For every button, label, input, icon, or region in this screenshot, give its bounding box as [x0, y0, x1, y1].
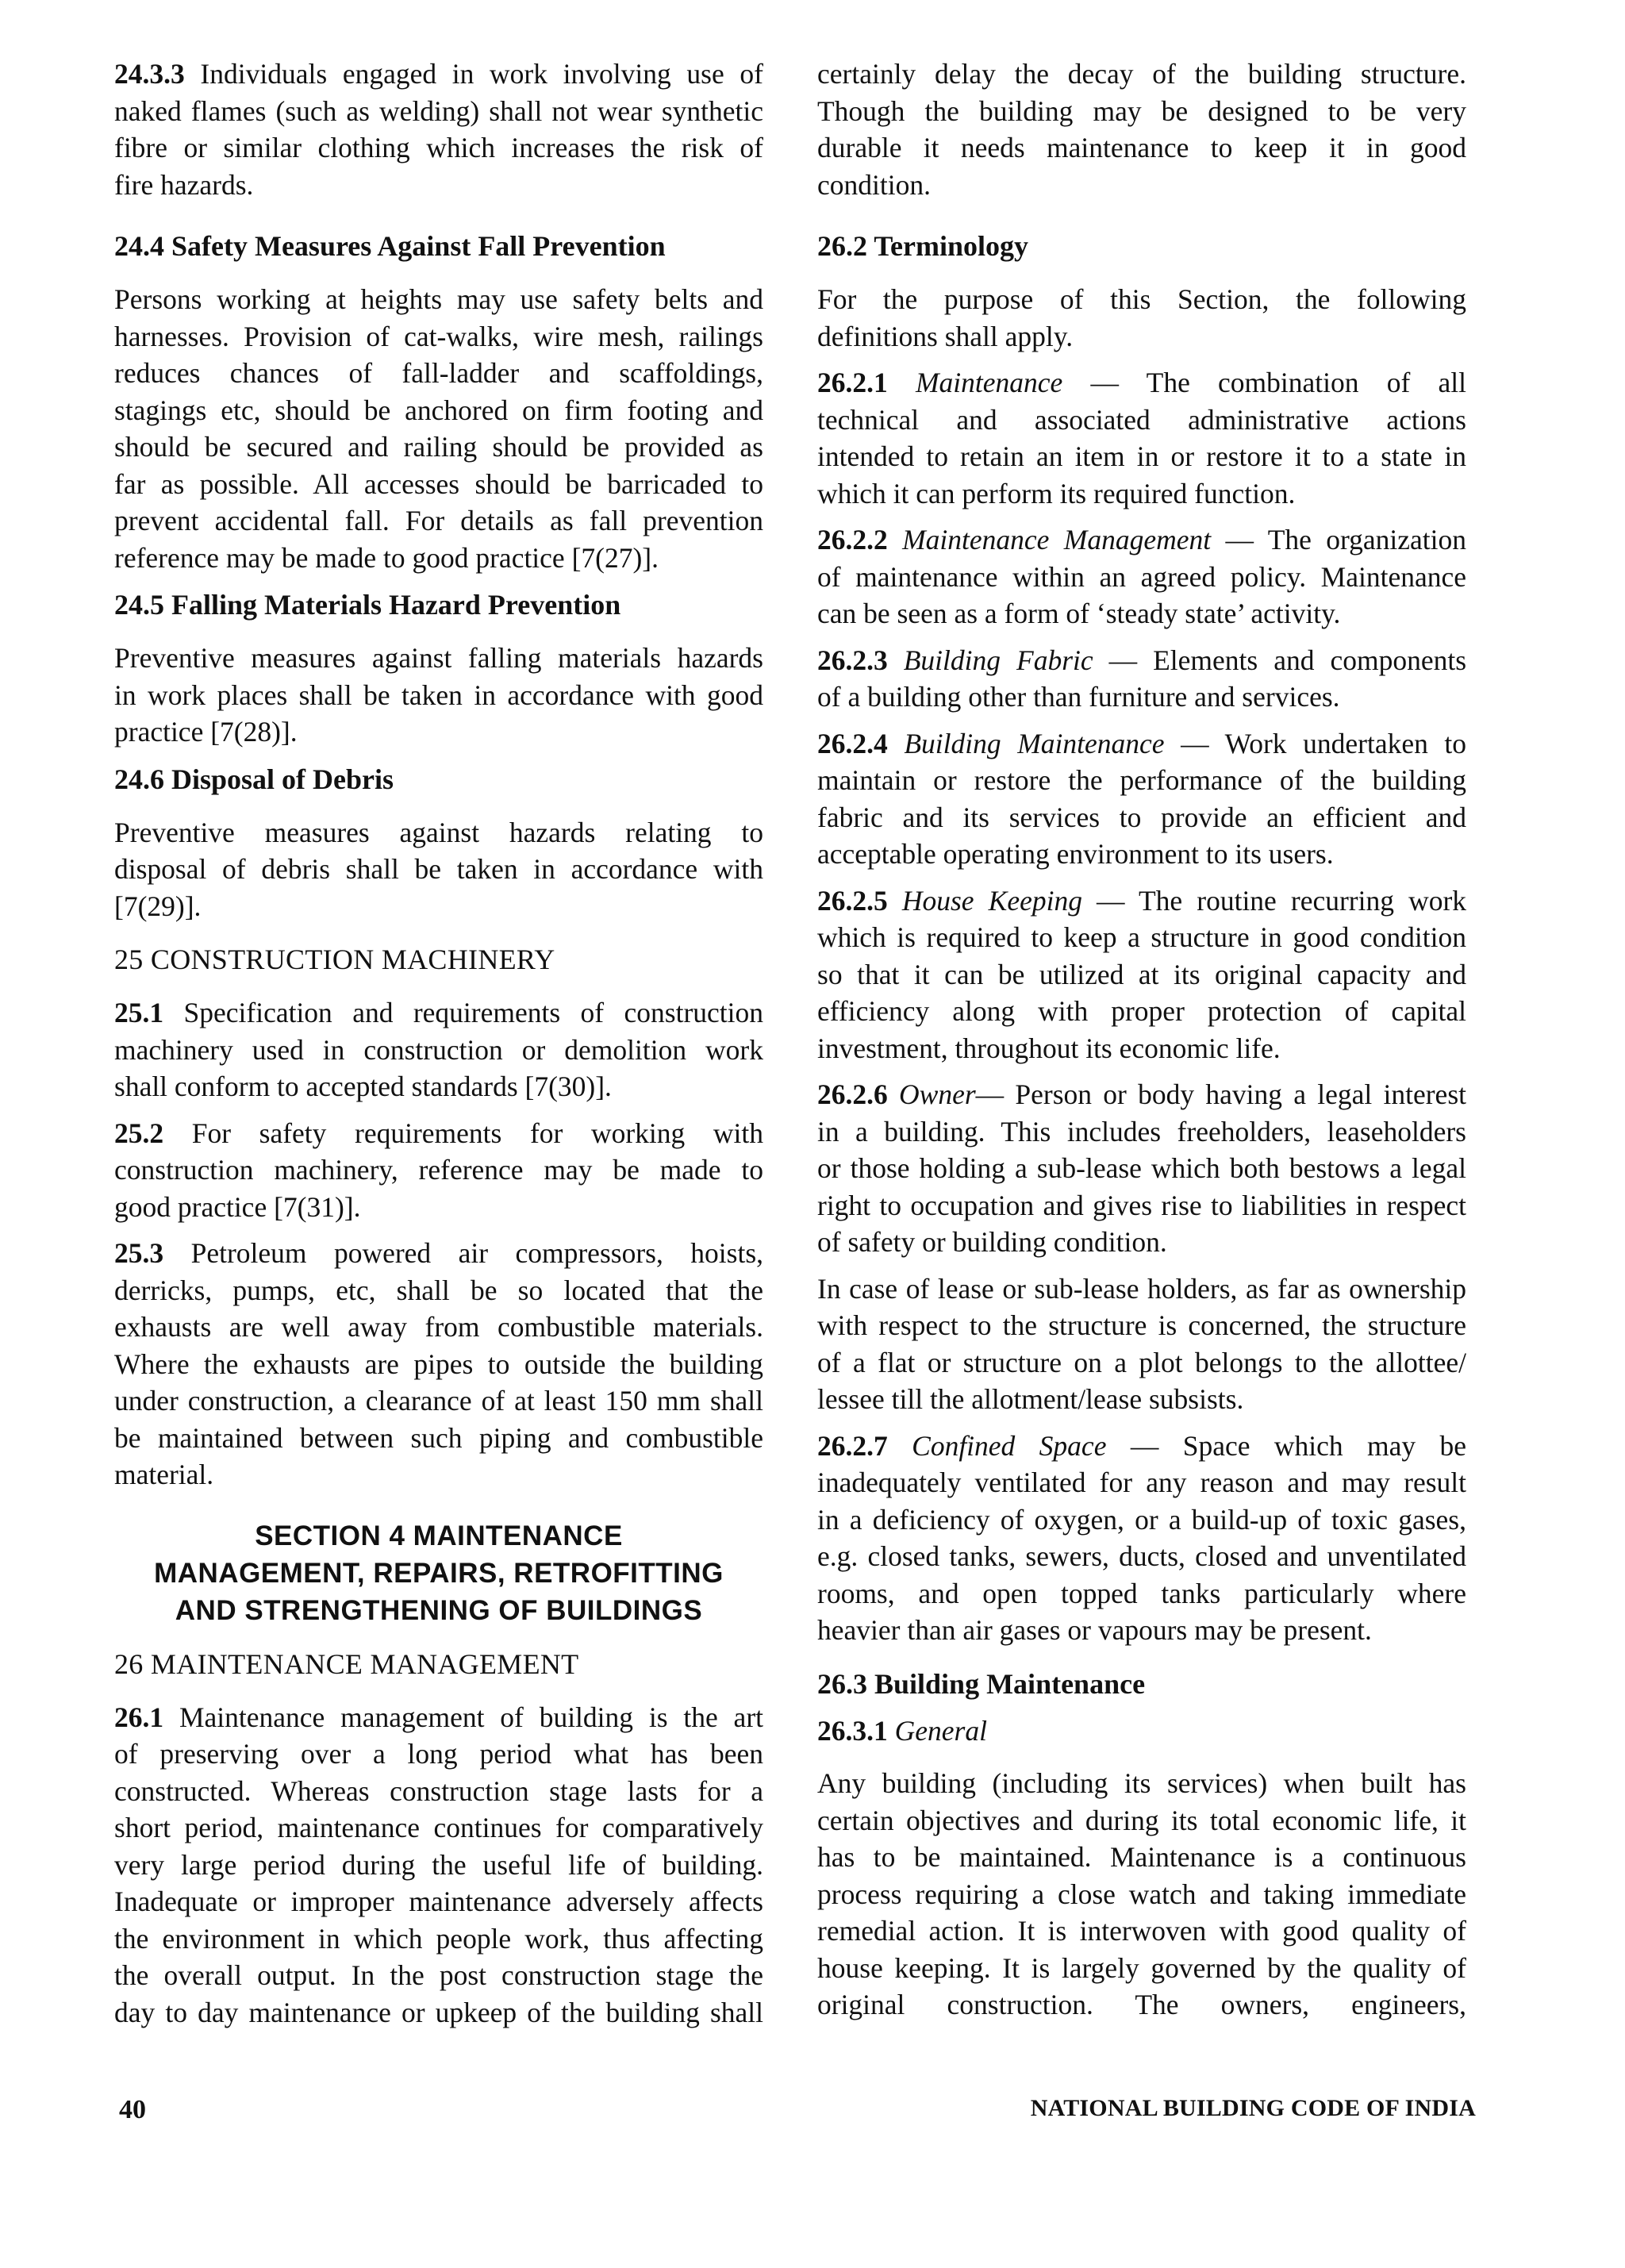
left-column — [114, 56, 763, 2031]
text-line: 26.2.2 Maintenance Management — The organization — [817, 524, 1466, 555]
text-line: far as possible. All accesses should be barricaded to — [114, 467, 763, 500]
text-line: condition. — [817, 168, 931, 201]
section-title-line: MANAGEMENT, REPAIRS, RETROFITTING — [154, 1557, 724, 1589]
clause-number: 24.3.3 — [114, 58, 185, 90]
page-number: 40 — [119, 2095, 146, 2124]
clause-number: 26.3.1 — [817, 1714, 888, 1747]
text-line: 26.2.1 Maintenance — The combination of all — [817, 367, 1466, 398]
text-line: can be seen as a form of ‘steady state’ activity. — [817, 598, 1341, 629]
text-line: 25.1 Specification and requirements of construction — [114, 997, 763, 1028]
text-line: in a building. This includes freeholders, leaseholders — [817, 1115, 1466, 1147]
text-line: shall conform to accepted standards [7(30)]. — [114, 1071, 612, 1102]
text-line: Preventive measures against falling materials hazards — [114, 642, 763, 674]
text-line: practice [7(28)]. — [114, 716, 298, 748]
defined-term: Confined Space — [912, 1429, 1107, 1462]
clause-number: 26.2.2 — [817, 524, 888, 555]
clause-number: 25.1 — [114, 997, 164, 1028]
heading-24-6: 24.6 Disposal of Debris — [114, 763, 394, 795]
text-line: technical and associated administrative actions — [817, 403, 1466, 436]
text-line: construction machinery, reference may be made to — [114, 1154, 763, 1186]
text-line: of maintenance within an agreed policy. Maintenance — [817, 560, 1466, 593]
definition-26-2-1 — [817, 364, 1466, 512]
definition-26-2-6 — [817, 1076, 1466, 1261]
text-line: original construction. The owners, engineers, — [817, 1989, 1466, 2020]
text-line: [7(29)]. — [114, 890, 202, 922]
defined-term: Owner — [899, 1078, 976, 1110]
defined-term: House Keeping — [901, 884, 1082, 917]
text-line: prevent accidental fall. For details as fall prevention — [114, 505, 763, 536]
text-line: house keeping. It is largely governed by the quality of — [817, 1951, 1466, 1984]
definition-26-2-5 — [817, 882, 1466, 1067]
text-line: Any building (including its services) when built has — [817, 1767, 1466, 1799]
definition-26-2-4 — [817, 725, 1466, 873]
text-line: 26.2.6 Owner— Person or body having a legal interest — [817, 1078, 1466, 1110]
heading-25: 25 CONSTRUCTION MACHINERY — [114, 944, 555, 975]
text-line: derricks, pumps, etc, shall be so located that the — [114, 1274, 763, 1306]
text-line: Preventive measures against hazards relating to — [114, 816, 763, 848]
text-line: of a building other than furniture and services. — [817, 681, 1340, 713]
text-line: under construction, a clearance of at least 150 mm shall — [114, 1385, 763, 1417]
text-line: process requiring a close watch and taking immediate — [817, 1878, 1466, 1910]
clause-number: 26.2.4 — [817, 727, 888, 759]
text-line: 25.2 For safety requirements for working with — [114, 1117, 763, 1149]
heading-24-4: 24.4 Safety Measures Against Fall Prevention — [114, 230, 666, 262]
heading-26-3: 26.3 Building Maintenance — [817, 1667, 1146, 1700]
text-line: Though the building may be designed to be very — [817, 94, 1466, 127]
paragraph-continued — [817, 56, 1466, 203]
clause-number: 26.2.1 — [817, 367, 888, 398]
clause-number: 26.2.6 — [817, 1078, 888, 1110]
text-line: good practice [7(31)]. — [114, 1190, 361, 1223]
text-line: remedial action. It is interwoven with good quality of — [817, 1915, 1466, 1947]
heading-24-5: 24.5 Falling Materials Hazard Prevention — [114, 589, 621, 621]
heading-26: 26 MAINTENANCE MANAGEMENT — [114, 1647, 579, 1680]
text-line: with respect to the structure is concerned, the structure — [817, 1309, 1466, 1341]
text-line: 26.2.7 Confined Space — Space which may be — [817, 1429, 1466, 1462]
clause-number: 26.2.5 — [817, 884, 888, 917]
paragraph-25-2 — [114, 1115, 763, 1226]
text-line: Inadequate or improper maintenance adversely affects — [114, 1886, 763, 1917]
text-line: so that it can be utilized at its original capacity and — [817, 958, 1466, 990]
text-line: definitions shall apply. — [817, 320, 1074, 352]
text-line: inadequately ventilated for any reason and may result — [817, 1467, 1466, 1498]
text-line: naked flames (such as welding) shall not wear synthetic — [114, 94, 763, 127]
paragraph-24-5 — [114, 640, 763, 751]
text-line: should be secured and railing should be provided as — [114, 431, 763, 463]
text-line: be maintained between such piping and combustible — [114, 1421, 763, 1454]
heading-26-2: 26.2 Terminology — [817, 230, 1029, 262]
text-line: of safety or building condition. — [817, 1226, 1167, 1258]
text-line: exhausts are well away from combustible materials. — [114, 1311, 763, 1343]
text-line: stagings etc, should be anchored on firm footing and — [114, 394, 763, 426]
text-line: reduces chances of fall-ladder and scaffoldings, — [114, 357, 763, 389]
text-line: very large period during the useful life of building. — [114, 1848, 763, 1881]
section-title-line: SECTION 4 MAINTENANCE — [255, 1520, 623, 1551]
clause-number: 26.2.7 — [817, 1429, 888, 1462]
definition-26-2-3 — [817, 642, 1466, 716]
text-line: day to day maintenance or upkeep of the building shall — [114, 1996, 763, 2028]
paragraph-24-6 — [114, 814, 763, 925]
clause-number: 25.3 — [114, 1237, 164, 1269]
clause-number: 26.2.3 — [817, 644, 888, 676]
definition-26-2-2 — [817, 521, 1466, 632]
text-line: has to be maintained. Maintenance is a continuous — [817, 1841, 1466, 1873]
text-line: 26.1 Maintenance management of building is the art — [114, 1701, 763, 1733]
right-column — [817, 56, 1466, 2024]
section-4-title — [114, 1517, 763, 1629]
text-line: For the purpose of this Section, the following — [817, 283, 1466, 315]
text-line: 25.3 Petroleum powered air compressors, hoists, — [114, 1237, 763, 1269]
text-line: intended to retain an item in or restore it to a state in — [817, 440, 1466, 472]
paragraph-25-1 — [114, 994, 763, 1105]
text-line: investment, throughout its economic life. — [817, 1032, 1281, 1064]
text-line: 26.2.3 Building Fabric — Elements and components — [817, 644, 1466, 676]
subheading-title: General — [894, 1714, 987, 1747]
clause-number: 26.1 — [114, 1701, 164, 1733]
text-line: maintain or restore the performance of the building — [817, 764, 1466, 796]
paragraph-26-3-1 — [817, 1765, 1466, 2024]
text-line: 26.2.4 Building Maintenance — Work undertaken to — [817, 727, 1466, 759]
text-line: 26.2.5 House Keeping — The routine recurring work — [817, 884, 1466, 917]
paragraph-25-3 — [114, 1235, 763, 1493]
text-line: certain objectives and during its total economic life, it — [817, 1804, 1466, 1836]
text-line: constructed. Whereas construction stage lasts for a — [114, 1774, 763, 1807]
text-line: rooms, and open topped tanks particularly where — [817, 1577, 1466, 1609]
text-line: the overall output. In the post construction stage the — [114, 1959, 763, 1991]
text-line: heavier than air gases or vapours may be present. — [817, 1614, 1372, 1646]
text-line: acceptable operating environment to its users. — [817, 838, 1334, 870]
text-line: material. — [114, 1459, 214, 1490]
paragraph-26-1 — [114, 1699, 763, 2032]
text-line: machinery used in construction or demolition work — [114, 1033, 763, 1066]
text-line: fire hazards. — [114, 168, 254, 201]
definition-26-2-7 — [817, 1428, 1466, 1649]
text-line: lessee till the allotment/lease subsists. — [817, 1383, 1244, 1415]
section-title-line: AND STRENGTHENING OF BUILDINGS — [175, 1594, 703, 1626]
text-line: in a deficiency of oxygen, or a build-up of toxic gases, — [817, 1503, 1466, 1536]
text-line: durable it needs maintenance to keep it in good — [817, 132, 1466, 163]
clause-number: 25.2 — [114, 1117, 164, 1149]
text-line: fabric and its services to provide an efficient and — [817, 801, 1466, 833]
text-line: Where the exhausts are pipes to outside the building — [114, 1347, 763, 1380]
text-line: In case of lease or sub-lease holders, as far as ownership — [817, 1272, 1466, 1305]
text-line: the environment in which people work, thus affecting — [114, 1922, 763, 1955]
text-line: in work places shall be taken in accordance with good — [114, 678, 763, 711]
text-line: e.g. closed tanks, sewers, ducts, closed and unventilated — [817, 1540, 1466, 1572]
text-line: fibre or similar clothing which increases the risk of — [114, 132, 763, 163]
text-line: which is required to keep a structure in good condition — [817, 921, 1466, 953]
text-line: which it can perform its required function. — [817, 477, 1296, 509]
text-line: of a flat or structure on a plot belongs to the allottee/ — [817, 1346, 1466, 1378]
heading-26-3-1 — [817, 1713, 1466, 1750]
text-line: certainly delay the decay of the building structure. — [817, 58, 1466, 90]
paragraph-24-3-3 — [114, 56, 763, 203]
text-line: disposal of debris shall be taken in accordance with — [114, 853, 763, 885]
text-line: 24.3.3 Individuals engaged in work involving use of — [114, 58, 763, 90]
text-line: harnesses. Provision of cat-walks, wire mesh, railings — [114, 320, 763, 352]
text-line: or those holding a sub-lease which both bestows a legal — [817, 1152, 1466, 1184]
text-line: efficiency along with proper protection of capital — [817, 995, 1466, 1027]
defined-term: Building Maintenance — [904, 727, 1165, 759]
defined-term: Maintenance — [915, 367, 1063, 398]
text-line: Persons working at heights may use safety belts and — [114, 283, 763, 315]
defined-term: Maintenance Management — [902, 524, 1212, 555]
text-line: right to occupation and gives rise to liabilities in respect — [817, 1189, 1466, 1221]
publication-title: NATIONAL BUILDING CODE OF INDIA — [1030, 2095, 1476, 2121]
paragraph-26-2 — [817, 281, 1466, 355]
text-line: of preserving over a long period what has been — [114, 1738, 763, 1770]
text-line: short period, maintenance continues for comparatively — [114, 1812, 763, 1843]
paragraph-24-4 — [114, 281, 763, 576]
text-line: reference may be made to good practice [7(27)]. — [114, 541, 659, 574]
defined-term: Building Fabric — [903, 644, 1093, 676]
paragraph-lease — [817, 1270, 1466, 1418]
